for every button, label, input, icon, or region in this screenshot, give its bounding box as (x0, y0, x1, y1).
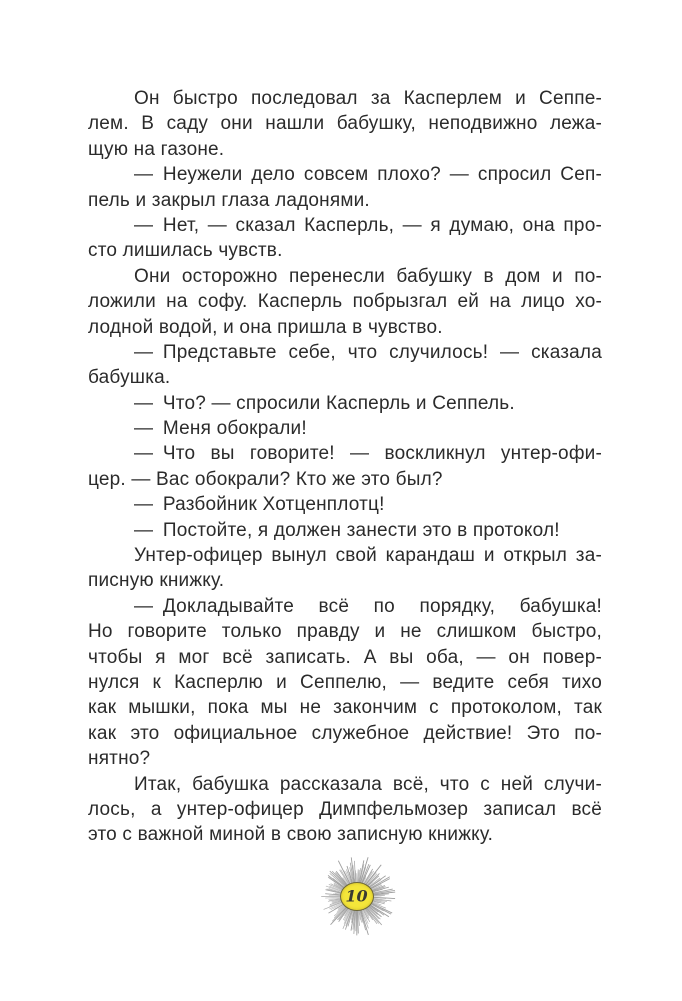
paragraph (88, 594, 602, 772)
text-line: цер. — Вас обокрали? Кто же это был? (88, 468, 443, 490)
text-line: щую на газоне. (88, 138, 225, 160)
text-line: ложили на софу. Касперль побрызгал ей на лицо хо- (88, 291, 602, 313)
text-line: — Разбойник Хотценплотц! (134, 494, 385, 516)
page-number: 10 (345, 886, 368, 906)
text-line: нятно? (88, 748, 151, 770)
paragraph (88, 543, 602, 594)
page-number-circle (340, 882, 374, 911)
paragraph (88, 340, 602, 391)
text-line: Но говорите только правду и не слишком быстро, (88, 621, 602, 643)
text-line: нулся к Касперлю и Сеппелю, — ведите себя тихо (88, 671, 602, 693)
text-line: — Представьте себе, что случилось! — сказала (134, 341, 602, 363)
text-line: Унтер-офицер вынул свой карандаш и открыл за- (134, 545, 602, 567)
page-number-badge (314, 854, 399, 939)
text-line: — Неужели дело совсем плохо? — спросил Сеп- (134, 164, 602, 186)
text-line: пель и закрыл глаза ладонями. (88, 189, 370, 211)
paragraph (88, 492, 602, 517)
text-line: Он быстро последовал за Касперлем и Сеппе- (134, 88, 602, 109)
text-line: — Что? — спросили Касперль и Сеппель. (134, 392, 515, 414)
paragraph (88, 391, 602, 416)
paragraph (88, 441, 602, 492)
text-line: сто лишилась чувств. (88, 240, 283, 262)
paragraph (88, 86, 602, 162)
text-line: это с важной миной в свою записную книжку. (88, 824, 494, 846)
paragraph (88, 416, 602, 441)
text-line: писную книжку. (88, 570, 225, 592)
page-text (88, 86, 602, 848)
text-line: — Постойте, я должен занести это в протокол! (134, 519, 560, 541)
text-line: — Нет, — сказал Касперль, — я думаю, она про- (134, 214, 602, 236)
text-line: лем. В саду они нашли бабушку, неподвижно лежа- (88, 113, 602, 135)
text-line: — Что вы говорите! — воскликнул унтер-офи- (134, 443, 602, 465)
text-line: лось, а унтер-офицер Димпфельмозер записал всё (88, 798, 602, 820)
paragraph (88, 772, 602, 848)
text-line: Они осторожно перенесли бабушку в дом и по- (134, 265, 602, 287)
text-line: как мышки, пока мы не закончим с протоколом, так (88, 697, 602, 719)
text-line: Итак, бабушка рассказала всё, что с ней случи- (134, 773, 602, 795)
text-line: бабушка. (88, 367, 171, 389)
paragraph (88, 264, 602, 340)
paragraph (88, 518, 602, 543)
text-line: лодной водой, и она пришла в чувство. (88, 316, 443, 338)
paragraph (88, 162, 602, 213)
text-line: — Докладывайте всё по порядку, бабушка! (134, 595, 602, 617)
text-line: как это официальное служебное действие! Это по- (88, 722, 602, 744)
text-line: — Меня обокрали! (134, 418, 307, 440)
text-line: чтобы я мог всё записать. А вы оба, — он повер- (88, 646, 602, 668)
paragraph (88, 213, 602, 264)
